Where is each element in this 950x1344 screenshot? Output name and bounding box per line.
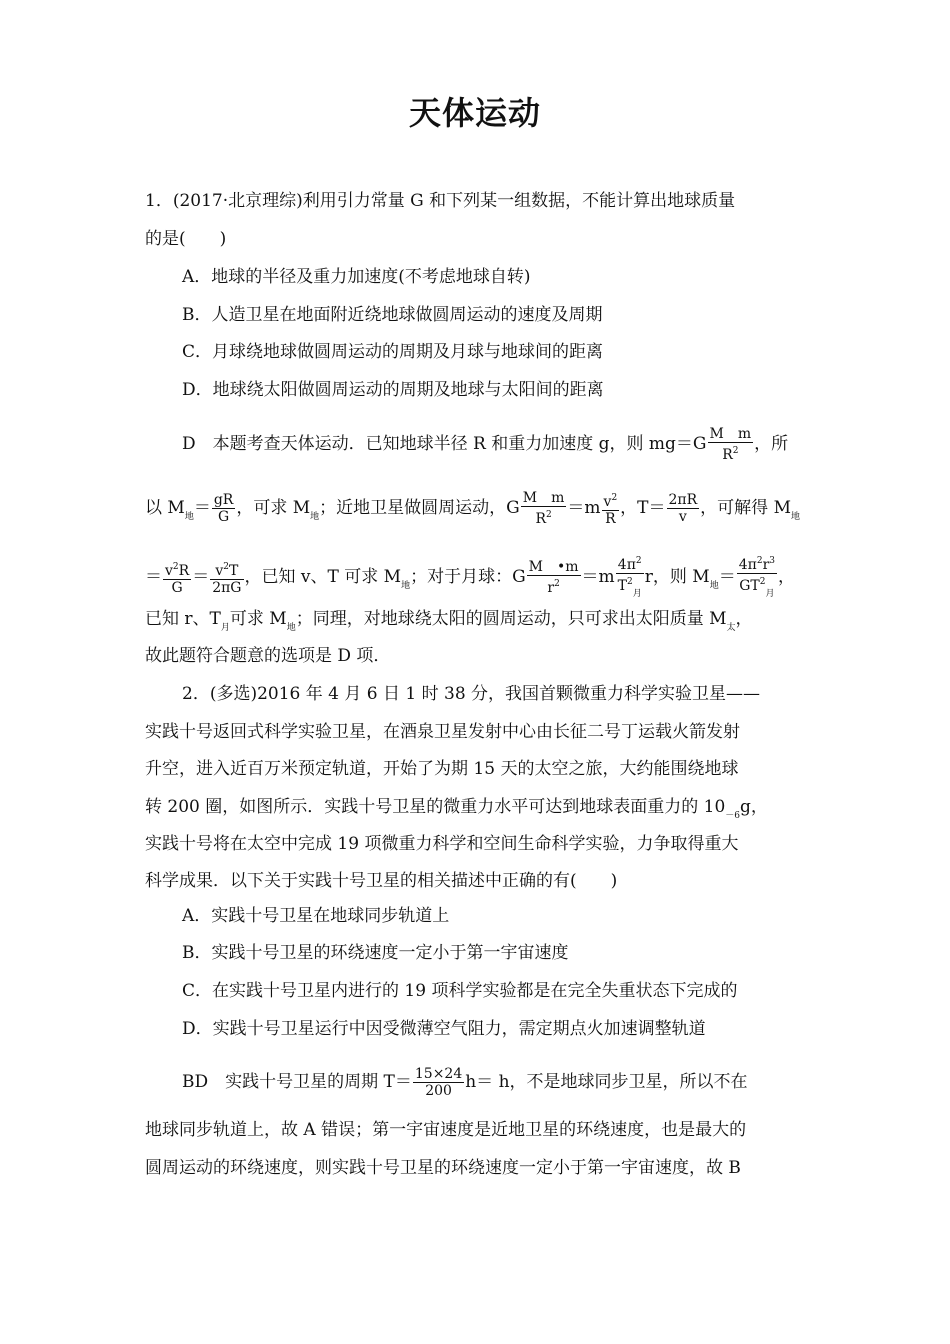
- fraction-denominator: G: [171, 580, 183, 596]
- superscript: －6: [725, 811, 741, 821]
- answer-segment: 可求 M: [229, 609, 287, 629]
- answer-segment: ＝m: [581, 567, 615, 587]
- subscript: 地: [790, 512, 800, 522]
- fraction-final: [737, 553, 777, 602]
- answer-segment: BD 实践十号卫星的周期 T＝: [182, 1072, 412, 1092]
- fraction-numerator: [210, 559, 243, 580]
- q2-answer-line-1: [182, 1066, 748, 1099]
- answer-segment: ；同理，对地球绕太阳的圆周运动，只可求出太阳质量 M: [295, 609, 727, 629]
- q2-stem-line-5: 实践十号将在太空中完成 19 项微重力科学和空间生命科学实验，力争取得重大: [145, 834, 739, 854]
- fraction-denominator: [527, 576, 581, 596]
- fraction-numerator: [602, 490, 620, 511]
- subscript: 太: [726, 623, 736, 633]
- answer-segment: r，则 M: [644, 567, 710, 587]
- superscript: 2: [756, 556, 763, 566]
- subscript: 地: [709, 581, 719, 591]
- fraction-GMm: [521, 490, 567, 527]
- fraction-denominator: 200: [425, 1083, 452, 1099]
- superscript: 3: [769, 556, 775, 566]
- q2-answer-line-3: 圆周运动的环绕速度，则实践十号卫星的环绕速度一定小于第一宇宙速度，故 B: [145, 1158, 741, 1178]
- fraction-numerator-text: v: [603, 494, 612, 510]
- page-title: 天体运动: [408, 94, 541, 132]
- answer-segment: ＝: [193, 498, 211, 518]
- fraction-numerator-text: v: [215, 563, 224, 579]
- fraction-numerator: [616, 553, 644, 574]
- fraction-denominator: [708, 443, 754, 463]
- answer-segment: ＝: [145, 567, 162, 587]
- q2-option-b: B．实践十号卫星的环绕速度一定小于第一宇宙速度: [182, 943, 569, 963]
- answer-segment: ；对于月球：G: [410, 567, 526, 587]
- answer-segment: ＝: [192, 567, 210, 587]
- q2-stem-text: 转 200 圈，如图所示．实践十号卫星的微重力水平可达到地球表面重力的 10: [145, 797, 726, 817]
- superscript: 2: [545, 510, 552, 520]
- q2-option-d: D．实践十号卫星运行中因受微薄空气阻力，需定期点火加速调整轨道: [182, 1019, 706, 1039]
- fraction-denominator: [521, 507, 567, 527]
- q2-stem-line-2: 实践十号返回式科学实验卫星，在酒泉卫星发射中心由长征二号丁运载火箭发射: [145, 722, 740, 742]
- fraction-v2R: [163, 559, 191, 596]
- q1-answer-line-2: [145, 490, 800, 528]
- superscript: 2: [732, 446, 739, 456]
- q1-option-b: B．人造卫星在地面附近绕地球做圆周运动的速度及周期: [182, 305, 603, 325]
- fraction-numerator-text: 4π: [617, 557, 636, 573]
- fraction-denominator-text: r: [547, 580, 555, 596]
- fraction-denominator-text: R: [722, 447, 733, 463]
- answer-segment: ，: [778, 567, 795, 587]
- fraction-numerator: [163, 559, 191, 580]
- fraction-numerator-text: T: [229, 563, 239, 579]
- answer-segment: 以 M: [145, 498, 185, 518]
- q1-answer-line-4: [145, 608, 753, 639]
- fraction-denominator-text: T: [617, 578, 628, 594]
- q2-stem-line-4: [145, 796, 768, 827]
- fraction-denominator: G: [217, 509, 230, 525]
- subscript: 地: [184, 512, 194, 522]
- answer-segment: ，可解得 M: [700, 498, 791, 518]
- q2-option-c: C．在实践十号卫星内进行的 19 项科学实验都是在完全失重状态下完成的: [182, 981, 738, 1001]
- q2-stem-line-1: 2．(多选)2016 年 4 月 6 日 1 时 38 分，我国首颗微重力科学实验卫星——: [182, 684, 761, 704]
- q2-stem-line-6: 科学成果．以下关于实践十号卫星的相关描述中正确的有( ): [145, 871, 618, 891]
- q2-option-a: A．实践十号卫星在地球同步轨道上: [182, 906, 450, 926]
- fraction-numerator-text: 4π: [738, 557, 757, 573]
- superscript: 2: [223, 562, 229, 572]
- subscript: 月: [220, 623, 230, 633]
- superscript: 2: [611, 493, 618, 503]
- fraction-moon: [527, 559, 581, 596]
- superscript: 2: [759, 577, 766, 587]
- fraction-v2: [602, 490, 620, 527]
- q1-answer-line-5: 故此题符合题意的选项是 D 项．: [145, 646, 391, 666]
- subscript: 月: [632, 589, 642, 599]
- fraction-denominator: R: [605, 511, 616, 527]
- fraction-numerator-text: v: [165, 563, 173, 579]
- q1-answer-text-end: ，所: [754, 434, 789, 454]
- fraction-denominator-text: R: [535, 511, 546, 527]
- q2-answer-line-2: 地球同步轨道上，故 A 错误；第一宇宙速度是近地卫星的环绕速度，也是最大的: [145, 1120, 747, 1140]
- q1-stem-line-1: 1．(2017·北京理综)利用引力常量 G 和下列某一组数据，不能计算出地球质量: [145, 191, 736, 211]
- q1-option-c: C．月球绕地球做圆周运动的周期及月球与地球间的距离: [182, 342, 604, 362]
- q1-answer-line-3: [145, 553, 795, 602]
- superscript: 2: [554, 579, 560, 589]
- answer-segment: 已知 r、T: [145, 609, 221, 629]
- fraction-gR: [212, 492, 236, 525]
- answer-segment: ＝: [718, 567, 736, 587]
- q1-answer-line-1: [182, 426, 788, 463]
- fraction-denominator: v: [678, 509, 687, 525]
- fraction-numerator: M m: [709, 426, 752, 442]
- answer-segment: ；近地卫星做圆周运动，G: [319, 498, 520, 518]
- subscript: 地: [286, 623, 296, 633]
- answer-segment: ，T＝: [620, 498, 666, 518]
- fraction-numerator-text: R: [178, 563, 190, 579]
- fraction-numerator: 2πR: [668, 492, 698, 508]
- fraction-mg: [708, 426, 754, 463]
- answer-segment: ＝m: [567, 498, 601, 518]
- fraction-numerator: M m: [522, 490, 565, 506]
- subscript: 地: [401, 581, 411, 591]
- q1-option-a: A．地球的半径及重力加速度(不考虑地球自转): [182, 267, 531, 287]
- fraction-denominator: 2πG: [212, 580, 242, 596]
- q1-option-d: D．地球绕太阳做圆周运动的周期及地球与太阳间的距离: [182, 380, 604, 400]
- fraction-denominator-text: GT: [739, 578, 760, 594]
- q1-answer-text: D 本题考查天体运动．已知地球半径 R 和重力加速度 g，则 mg＝G: [182, 434, 707, 454]
- superscript: 2: [635, 556, 642, 566]
- subscript: 月: [765, 589, 775, 599]
- fraction-denominator: [616, 574, 644, 602]
- fraction-numerator: gR: [213, 492, 234, 508]
- q2-stem-line-3: 升空，进入近百万米预定轨道，开始了为期 15 天的太空之旅，大约能围绕地球: [145, 759, 739, 779]
- fraction-numerator: $4\pi^2r^3$: [737, 553, 777, 574]
- fraction-period: [667, 492, 700, 525]
- fraction-denominator: [737, 574, 777, 602]
- subscript: 地: [310, 512, 320, 522]
- answer-segment: ，: [735, 609, 753, 629]
- fraction-period-days: [413, 1066, 464, 1099]
- superscript: 2: [172, 562, 179, 572]
- answer-segment: h＝ h，不是地球同步卫星，所以不在: [465, 1072, 748, 1092]
- q2-stem-text: g，: [740, 797, 768, 817]
- superscript: 2: [627, 577, 633, 587]
- answer-segment: ，可求 M: [236, 498, 311, 518]
- answer-segment: ，已知 v、T 可求 M: [244, 567, 402, 587]
- fraction-numerator: 15×24: [414, 1066, 463, 1082]
- fraction-4pi: [616, 553, 644, 602]
- q1-stem-line-2: 的是( ): [145, 229, 227, 249]
- fraction-v2T: [210, 559, 243, 596]
- fraction-numerator: M •m: [528, 559, 579, 575]
